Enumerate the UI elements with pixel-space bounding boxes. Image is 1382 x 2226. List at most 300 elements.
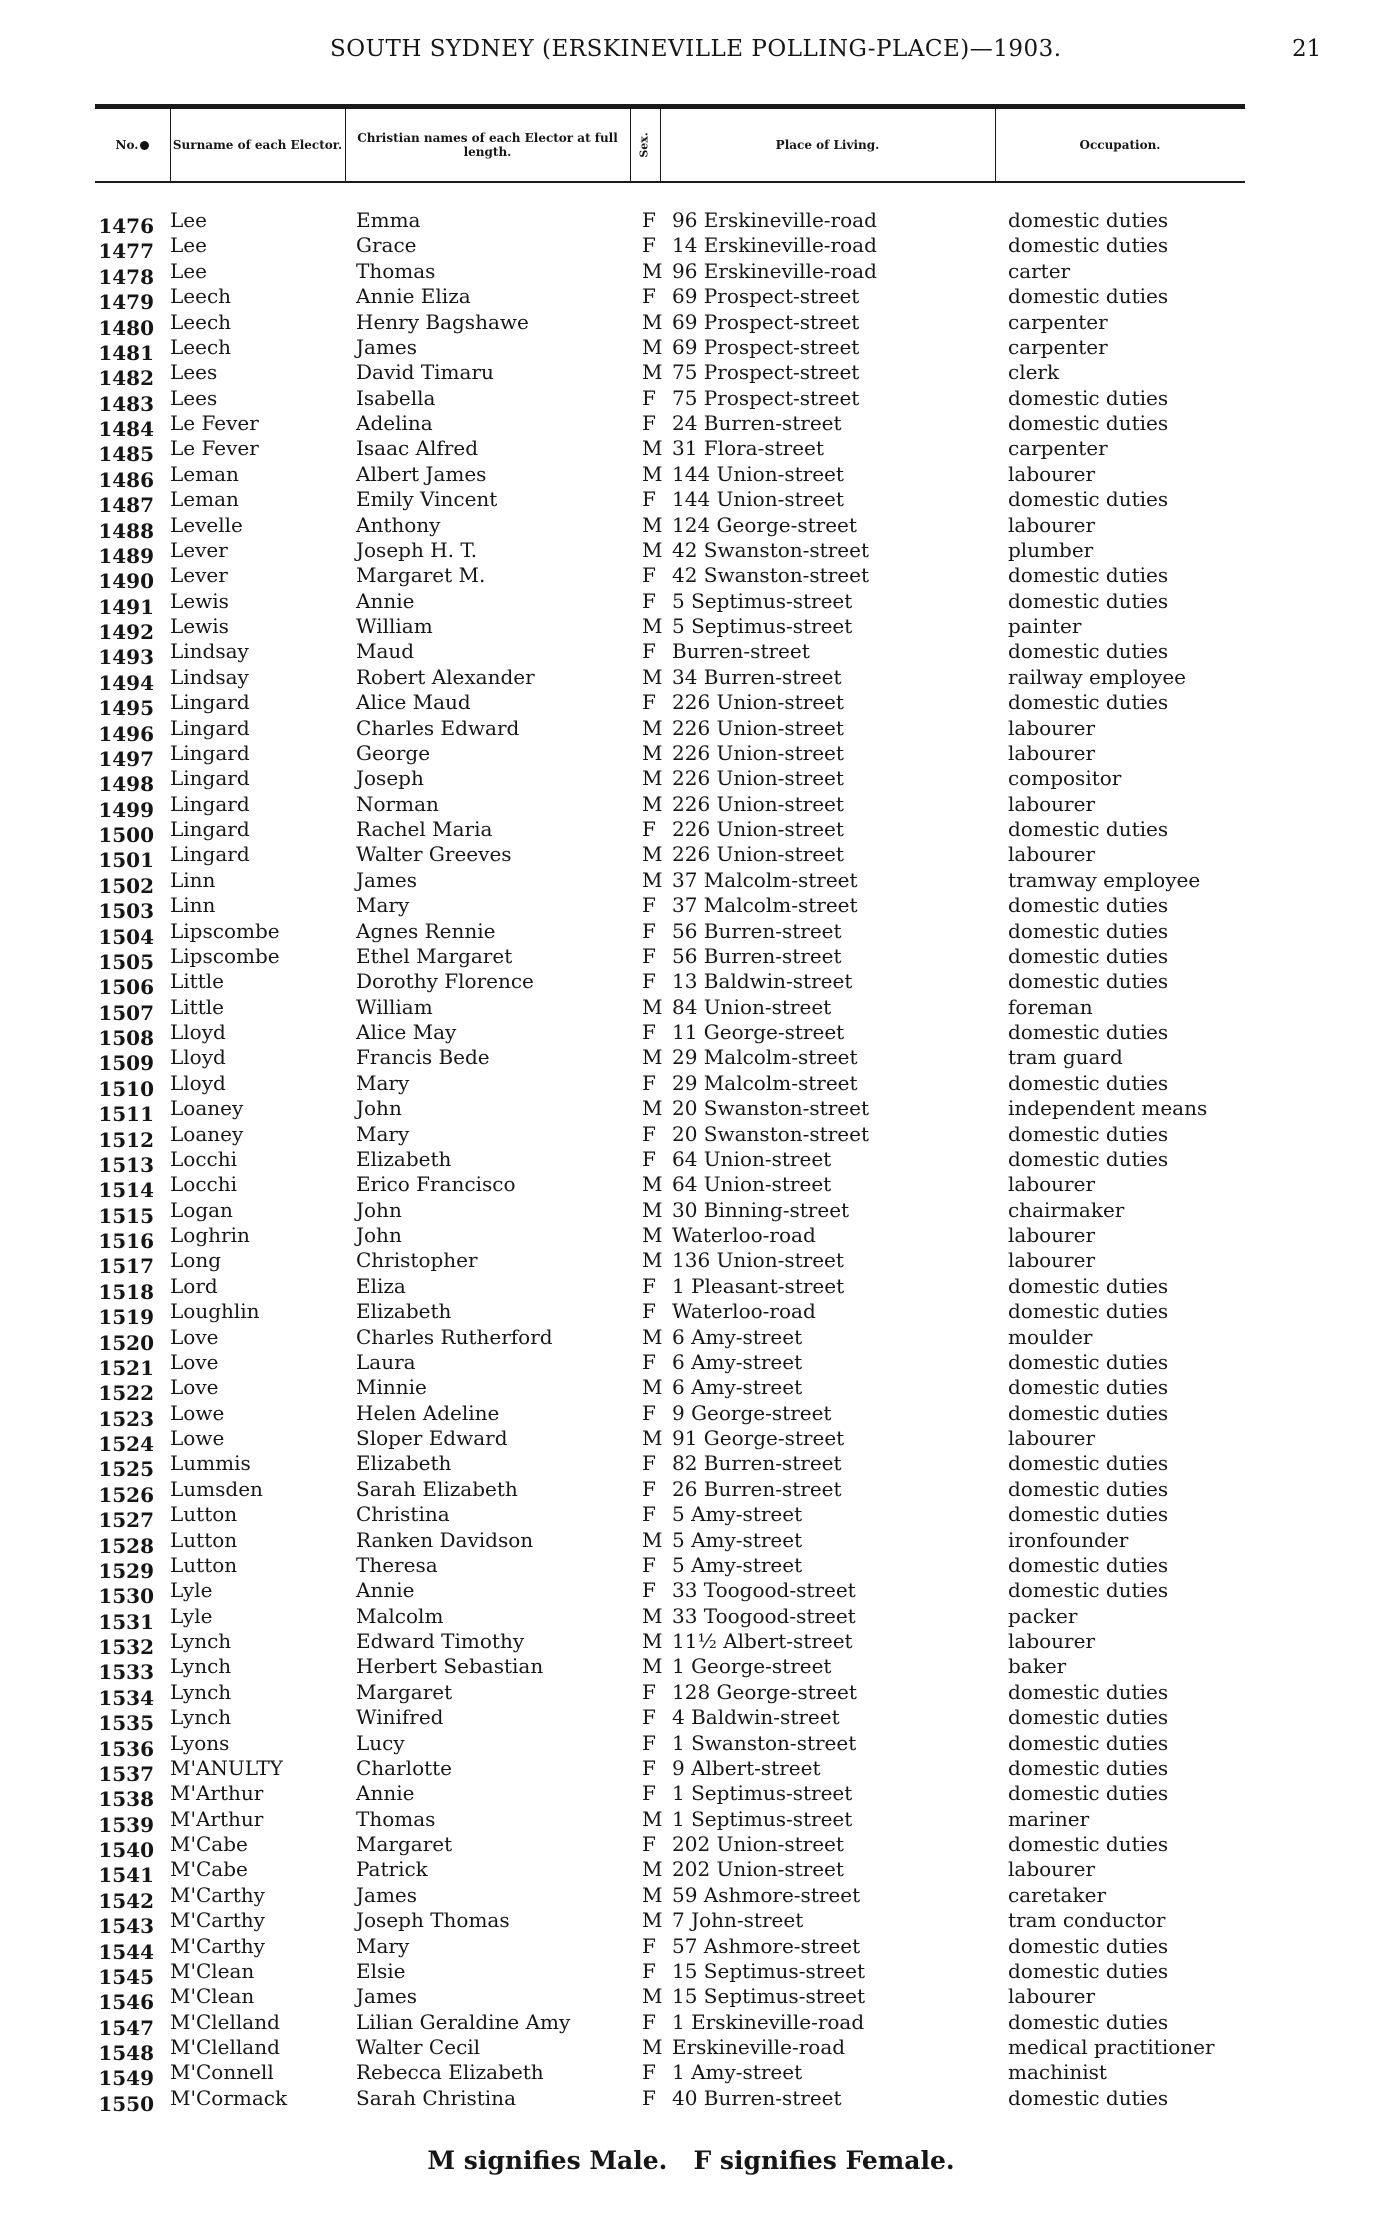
occupation: domestic duties: [1008, 1121, 1169, 1146]
elector-number: 1543: [98, 1914, 154, 1939]
place-of-living: 26 Burren-street: [672, 1476, 842, 1501]
elector-number: 1542: [98, 1888, 154, 1913]
column-header-sex: Sex.: [638, 132, 651, 158]
place-of-living: 226 Union-street: [672, 740, 844, 765]
sex: M: [642, 664, 663, 689]
elector-row: [0, 791, 1382, 822]
place-of-living: 226 Union-street: [672, 766, 844, 791]
place-of-living: 84 Union-street: [672, 994, 832, 1019]
surname: Little: [170, 994, 224, 1019]
occupation: labourer: [1008, 461, 1096, 486]
occupation: foreman: [1008, 994, 1093, 1019]
christian-names: John: [356, 1223, 402, 1247]
surname: Lingard: [170, 766, 250, 791]
elector-row: [0, 1375, 1382, 1406]
sex-legend: [0, 2146, 1382, 2175]
occupation: domestic duties: [1008, 2009, 1169, 2034]
sex: M: [642, 1984, 663, 2009]
occupation: domestic duties: [1008, 487, 1169, 512]
occupation: labourer: [1008, 512, 1096, 537]
sex: M: [642, 740, 663, 765]
place-of-living: 75 Prospect-street: [672, 360, 860, 385]
place-of-living: 11½ Albert-street: [672, 1629, 853, 1653]
place-of-living: 1 Pleasant-street: [672, 1273, 845, 1298]
elector-row: [0, 208, 1382, 238]
sex: F: [642, 487, 656, 512]
christian-names: Christina: [356, 1502, 450, 1527]
surname: Lindsay: [170, 639, 249, 664]
surname: M'Connell: [170, 2060, 274, 2085]
occupation: domestic duties: [1008, 2085, 1169, 2110]
christian-names: Sloper Edward: [356, 1426, 508, 1450]
christian-names: Annie: [356, 1578, 415, 1603]
elector-number: 1522: [98, 1381, 154, 1406]
elector-number: 1494: [98, 670, 154, 695]
surname: Leman: [170, 461, 239, 486]
elector-row: [0, 512, 1382, 543]
elector-number: 1547: [98, 2015, 154, 2040]
christian-names: Mary: [356, 1070, 410, 1095]
elector-row: [0, 1882, 1382, 1913]
occupation: labourer: [1008, 715, 1096, 740]
surname: Lloyd: [170, 1070, 226, 1095]
elector-number: 1498: [98, 772, 154, 797]
christian-names: Helen Adeline: [356, 1400, 500, 1425]
elector-row: [0, 1273, 1382, 1304]
surname: Lynch: [170, 1654, 232, 1679]
place-of-living: Waterloo-road: [672, 1299, 816, 1324]
place-of-living: 5 Septimus-street: [672, 588, 853, 613]
place-of-living: 59 Ashmore-street: [672, 1882, 861, 1907]
surname: M'Carthy: [170, 1908, 265, 1933]
elector-row: [0, 867, 1382, 898]
sex: M: [642, 2035, 663, 2059]
sex: F: [642, 588, 656, 613]
elector-number: 1493: [98, 645, 154, 670]
elector-number: 1548: [98, 2041, 154, 2065]
sex: F: [642, 411, 656, 435]
surname: M'Cormack: [170, 2085, 288, 2110]
place-of-living: 75 Prospect-street: [672, 385, 860, 410]
occupation: domestic duties: [1008, 208, 1169, 232]
christian-names: Ranken Davidson: [356, 1527, 534, 1552]
elector-row: [0, 614, 1382, 644]
occupation: labourer: [1008, 1172, 1096, 1197]
surname: Lever: [170, 537, 228, 562]
elector-row: [0, 1248, 1382, 1279]
surname: Lee: [170, 233, 207, 258]
occupation: domestic duties: [1008, 1755, 1169, 1780]
christian-names: James: [356, 334, 418, 359]
occupation: labourer: [1008, 740, 1096, 765]
sex: M: [642, 1654, 663, 1679]
surname: Lowe: [170, 1426, 225, 1450]
place-of-living: 13 Baldwin-street: [672, 969, 853, 994]
occupation: domestic duties: [1008, 284, 1169, 309]
christian-names: Sarah Elizabeth: [356, 1476, 518, 1501]
place-of-living: 14 Erskineville-road: [672, 233, 877, 258]
christian-names: David Timaru: [356, 360, 494, 385]
elector-row: [0, 461, 1382, 492]
elector-number: 1483: [98, 391, 154, 416]
elector-number: 1541: [98, 1863, 154, 1888]
sex: F: [642, 969, 656, 994]
surname: Lingard: [170, 842, 250, 867]
elector-row: [0, 1502, 1382, 1533]
elector-number: 1501: [98, 848, 154, 873]
sex: F: [642, 1730, 656, 1755]
sex: F: [642, 918, 656, 943]
elector-row: [0, 1070, 1382, 1101]
christian-names: Patrick: [356, 1857, 428, 1882]
surname: M'Cabe: [170, 1857, 248, 1882]
sex: F: [642, 208, 656, 232]
sex: F: [642, 2060, 656, 2085]
place-of-living: 9 George-street: [672, 1400, 832, 1425]
elector-number: 1535: [98, 1711, 154, 1736]
christian-names: Thomas: [356, 1806, 436, 1831]
occupation: domestic duties: [1008, 1146, 1169, 1171]
place-of-living: 1 Septimus-street: [672, 1781, 853, 1806]
occupation: labourer: [1008, 842, 1096, 867]
elector-row: [0, 740, 1382, 771]
occupation: domestic duties: [1008, 233, 1169, 258]
elector-row: [0, 258, 1382, 289]
elector-row: [0, 2009, 1382, 2040]
surname: M'Arthur: [170, 1806, 264, 1831]
occupation: domestic duties: [1008, 1451, 1169, 1476]
elector-row: [0, 1324, 1382, 1355]
surname: Linn: [170, 867, 216, 892]
place-of-living: Burren-street: [672, 639, 810, 664]
place-of-living: 37 Malcolm-street: [672, 867, 858, 892]
christian-names: Emma: [356, 208, 421, 232]
occupation: domestic duties: [1008, 1933, 1169, 1958]
occupation: domestic duties: [1008, 918, 1169, 943]
surname: Lumsden: [170, 1476, 263, 1501]
elector-row: [0, 1629, 1382, 1659]
elector-number: 1484: [98, 417, 154, 441]
sex: F: [642, 1273, 656, 1298]
elector-number: 1508: [98, 1026, 154, 1050]
sex: F: [642, 943, 656, 968]
surname: Lewis: [170, 614, 229, 638]
christian-names: Margaret: [356, 1832, 453, 1856]
sex: M: [642, 1806, 663, 1831]
sex: F: [642, 2009, 656, 2034]
elector-number: 1536: [98, 1736, 154, 1761]
elector-row: [0, 766, 1382, 797]
surname: Lyle: [170, 1603, 213, 1628]
christian-names: Isabella: [356, 385, 436, 410]
elector-row: [0, 1730, 1382, 1761]
sex: F: [642, 1400, 656, 1425]
surname: M'Cabe: [170, 1832, 248, 1856]
sex: M: [642, 1629, 663, 1653]
elector-number: 1502: [98, 873, 154, 898]
sex: M: [642, 1172, 663, 1197]
christian-names: Lilian Geraldine Amy: [356, 2009, 571, 2034]
surname: Lummis: [170, 1451, 251, 1476]
sex: F: [642, 1679, 656, 1704]
elector-row: [0, 1832, 1382, 1862]
christian-names: Walter Greeves: [356, 842, 512, 867]
surname: Le Fever: [170, 411, 259, 435]
elector-row: [0, 893, 1382, 924]
elector-row: [0, 588, 1382, 619]
surname: Lingard: [170, 690, 250, 715]
surname: Lee: [170, 258, 207, 283]
elector-row: [0, 1172, 1382, 1203]
sex: M: [642, 994, 663, 1019]
column-header-place-of-living: Place of Living.: [775, 138, 880, 152]
elector-row: [0, 639, 1382, 670]
female-note: F signifies Female.: [693, 2146, 955, 2175]
elector-number: 1487: [98, 493, 154, 518]
occupation: domestic duties: [1008, 1705, 1169, 1730]
christian-names: Minnie: [356, 1375, 427, 1400]
elector-number: 1513: [98, 1152, 154, 1177]
elector-number: 1478: [98, 264, 154, 289]
christian-names: Grace: [356, 233, 417, 258]
elector-number: 1529: [98, 1558, 154, 1583]
occupation: carpenter: [1008, 309, 1108, 334]
christian-names: Elsie: [356, 1958, 406, 1983]
elector-row: [0, 1654, 1382, 1685]
sex: M: [642, 360, 663, 385]
surname: Lingard: [170, 817, 250, 841]
christian-names: Laura: [356, 1349, 416, 1374]
christian-names: Edward Timothy: [356, 1629, 525, 1653]
column-header-no: No.: [95, 109, 170, 181]
surname: Little: [170, 969, 224, 994]
christian-names: George: [356, 740, 431, 765]
christian-names: Malcolm: [356, 1603, 444, 1628]
surname: M'Carthy: [170, 1933, 265, 1958]
elector-number: 1515: [98, 1203, 154, 1228]
place-of-living: 1 Erskineville-road: [672, 2009, 865, 2034]
christian-names: Henry Bagshawe: [356, 309, 529, 334]
place-of-living: 1 Amy-street: [672, 2060, 803, 2085]
elector-number: 1503: [98, 899, 154, 924]
surname: Lynch: [170, 1679, 232, 1704]
sex: M: [642, 1096, 663, 1121]
christian-names: Herbert Sebastian: [356, 1654, 544, 1679]
occupation: domestic duties: [1008, 1070, 1169, 1095]
sex: M: [642, 1197, 663, 1222]
occupation: carpenter: [1008, 436, 1108, 461]
christian-names: Alice May: [356, 1020, 457, 1044]
sex: F: [642, 639, 656, 664]
elector-number: 1531: [98, 1609, 154, 1634]
elector-row: [0, 487, 1382, 518]
sex: F: [642, 1146, 656, 1171]
surname: Locchi: [170, 1146, 238, 1171]
surname: Lindsay: [170, 664, 249, 689]
surname: M'Arthur: [170, 1781, 264, 1806]
christian-names: William: [356, 994, 433, 1019]
elector-number: 1514: [98, 1178, 154, 1203]
surname: Lingard: [170, 740, 250, 765]
elector-row: [0, 1426, 1382, 1456]
sex: F: [642, 1781, 656, 1806]
sex: M: [642, 1857, 663, 1882]
sex: F: [642, 1121, 656, 1146]
sex: M: [642, 867, 663, 892]
elector-number: 1524: [98, 1432, 154, 1456]
sex: M: [642, 715, 663, 740]
sex: F: [642, 1502, 656, 1527]
christian-names: Mary: [356, 893, 410, 918]
christian-names: Charles Rutherford: [356, 1324, 553, 1349]
occupation: medical practitioner: [1008, 2035, 1215, 2059]
christian-names: Charlotte: [356, 1755, 453, 1780]
christian-names: Erico Francisco: [356, 1172, 516, 1197]
elector-row: [0, 385, 1382, 416]
occupation: labourer: [1008, 1248, 1096, 1273]
elector-number: 1507: [98, 1000, 154, 1025]
elector-number: 1526: [98, 1482, 154, 1507]
surname: Long: [170, 1248, 222, 1273]
surname: M'Clelland: [170, 2035, 280, 2059]
elector-row: [0, 1299, 1382, 1330]
occupation: tram guard: [1008, 1045, 1123, 1070]
sex: F: [642, 563, 656, 588]
running-head: [0, 36, 1382, 72]
elector-number: 1516: [98, 1229, 154, 1253]
surname: M'Clean: [170, 1958, 255, 1983]
surname: Leech: [170, 309, 232, 334]
elector-number: 1528: [98, 1533, 154, 1558]
place-of-living: 202 Union-street: [672, 1832, 844, 1856]
surname: Lyle: [170, 1578, 213, 1603]
sex: M: [642, 614, 663, 638]
elector-number: 1510: [98, 1076, 154, 1101]
christian-names: Eliza: [356, 1273, 406, 1298]
place-of-living: 5 Amy-street: [672, 1527, 803, 1552]
christian-names: Margaret M.: [356, 563, 486, 588]
christian-names: Albert James: [356, 461, 487, 486]
place-of-living: 69 Prospect-street: [672, 309, 860, 334]
elector-number: 1550: [98, 2091, 154, 2116]
elector-row: [0, 1400, 1382, 1431]
place-of-living: 34 Burren-street: [672, 664, 842, 689]
occupation: domestic duties: [1008, 1679, 1169, 1704]
occupation: domestic duties: [1008, 411, 1169, 435]
occupation: domestic duties: [1008, 969, 1169, 994]
occupation: packer: [1008, 1603, 1078, 1628]
christian-names: Rebecca Elizabeth: [356, 2060, 544, 2085]
place-of-living: 5 Amy-street: [672, 1552, 803, 1577]
christian-names: Dorothy Florence: [356, 969, 534, 994]
page-title: SOUTH SYDNEY (ERSKINEVILLE POLLING-PLACE)—1903.: [330, 36, 1062, 62]
sex: F: [642, 1958, 656, 1983]
bullet-icon: [140, 141, 149, 150]
surname: Lever: [170, 563, 228, 588]
elector-row: [0, 2060, 1382, 2091]
christian-names: Walter Cecil: [356, 2035, 481, 2059]
occupation: labourer: [1008, 1426, 1096, 1450]
place-of-living: 24 Burren-street: [672, 411, 842, 435]
place-of-living: 226 Union-street: [672, 842, 844, 867]
occupation: domestic duties: [1008, 1832, 1169, 1856]
elector-number: 1479: [98, 290, 154, 315]
elector-number: 1533: [98, 1660, 154, 1685]
elector-row: [0, 1223, 1382, 1253]
elector-number: 1509: [98, 1051, 154, 1076]
elector-row: [0, 664, 1382, 695]
christian-names: Elizabeth: [356, 1146, 452, 1171]
christian-names: James: [356, 867, 418, 892]
occupation: moulder: [1008, 1324, 1093, 1349]
elector-row: [0, 537, 1382, 568]
place-of-living: 64 Union-street: [672, 1146, 832, 1171]
elector-row: [0, 1045, 1382, 1076]
surname: Leech: [170, 334, 232, 359]
christian-names: Annie: [356, 588, 415, 613]
elector-row: [0, 284, 1382, 315]
surname: Lowe: [170, 1400, 225, 1425]
surname: Lee: [170, 208, 207, 232]
christian-names: Norman: [356, 791, 439, 816]
occupation: labourer: [1008, 1223, 1096, 1247]
elector-row: [0, 1679, 1382, 1710]
occupation: domestic duties: [1008, 817, 1169, 841]
place-of-living: 91 George-street: [672, 1426, 845, 1450]
occupation: painter: [1008, 614, 1082, 638]
sex: F: [642, 1933, 656, 1958]
place-of-living: 1 George-street: [672, 1654, 832, 1679]
elector-number: 1496: [98, 721, 154, 746]
elector-row: [0, 2085, 1382, 2116]
occupation: compositor: [1008, 766, 1122, 791]
elector-number: 1481: [98, 340, 154, 365]
surname: Lutton: [170, 1527, 238, 1552]
elector-number: 1476: [98, 214, 154, 238]
occupation: domestic duties: [1008, 1476, 1169, 1501]
christian-names: Theresa: [356, 1552, 438, 1577]
elector-number: 1546: [98, 1990, 154, 2015]
sex: F: [642, 284, 656, 309]
occupation: domestic duties: [1008, 1958, 1169, 1983]
place-of-living: Erskineville-road: [672, 2035, 846, 2059]
elector-number: 1534: [98, 1685, 154, 1710]
sex: F: [642, 1451, 656, 1476]
elector-number: 1482: [98, 366, 154, 391]
elector-number: 1491: [98, 594, 154, 619]
elector-row: [0, 1146, 1382, 1177]
christian-names: Mary: [356, 1121, 410, 1146]
surname: Love: [170, 1324, 219, 1349]
elector-number: 1511: [98, 1102, 154, 1127]
place-of-living: 226 Union-street: [672, 817, 844, 841]
surname: Loghrin: [170, 1223, 250, 1247]
christian-names: Joseph Thomas: [356, 1908, 510, 1933]
occupation: plumber: [1008, 537, 1094, 562]
place-of-living: 226 Union-street: [672, 690, 844, 715]
christian-names: Rachel Maria: [356, 817, 493, 841]
christian-names: John: [356, 1197, 402, 1222]
surname: Lord: [170, 1273, 218, 1298]
sex: F: [642, 233, 656, 258]
place-of-living: 1 Swanston-street: [672, 1730, 857, 1755]
occupation: domestic duties: [1008, 1020, 1169, 1044]
elector-number: 1486: [98, 467, 154, 492]
elector-number: 1499: [98, 797, 154, 822]
surname: Lipscombe: [170, 918, 280, 943]
elector-row: [0, 1020, 1382, 1050]
occupation: domestic duties: [1008, 588, 1169, 613]
